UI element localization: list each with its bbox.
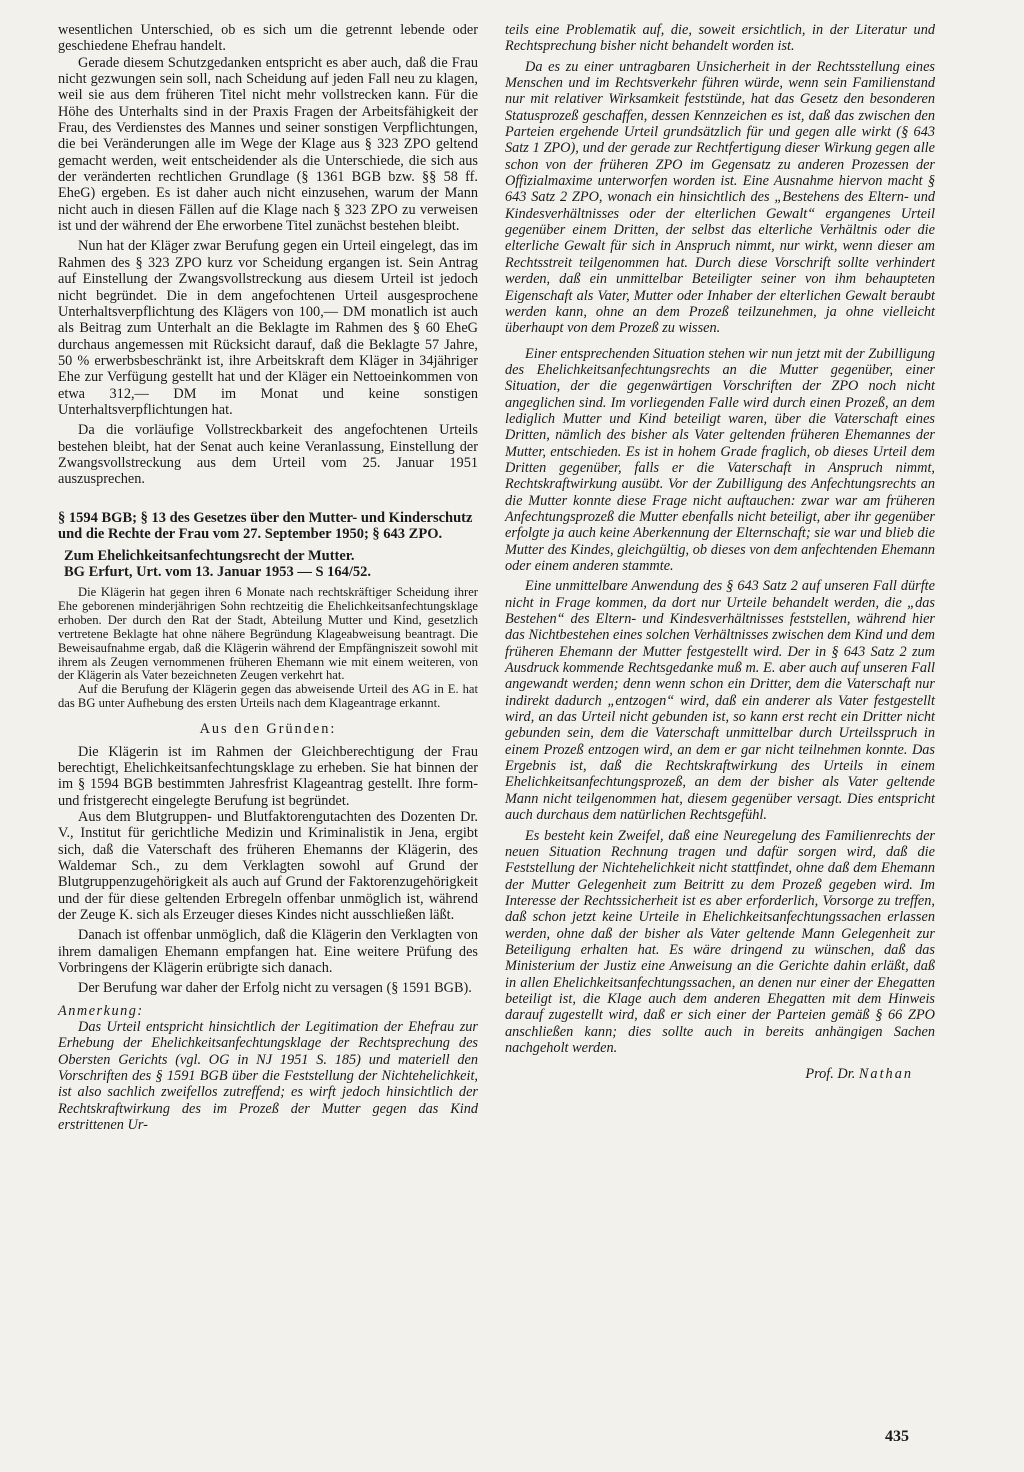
- author-signature: [505, 1066, 935, 1082]
- annotation-paragraph: Da es zu einer untragbaren Unsicherheit in der Rechtsstellung eines Menschen und im Rechtsverkehr führen würde, wenn sein Familienstand nur mit relativer Wirksamkeit feststünde, hat das Gesetz den besonderen Statusprozeß geschaffen, dessen Kennzeichen es ist, daß das zwischen den Parteien ergehende Urteil grundsätzlich für und gegen alle wirkt (§ 643 Satz 1 ZPO), und der gerade zur Rechtfertigung dieser Wirkung gegen alle schon von der früheren ZPO im Gegensatz zu anderen Prozessen der Offizialmaxime unterworfen worden ist. Eine Ausnahme hiervon macht § 643 Satz 2 ZPO, wonach ein hinsichtlich des „Bestehens des Eltern- und Kindesverhältnisses oder der elterlichen Gewalt“ ergangenes Urteil gegenüber einem Dritten, der selbst das elterliche Verhältnis oder die elterliche Gewalt für sich in Anspruch nimmt, nur wirkt, wenn dieser am Rechtsstreit teilgenommen hat. Durch diese Vorschrift sollte verhindert werden, daß ein unmittelbar Beteiligter seiner von ihm behaupteten Eigenschaft als Vater, Mutter oder Inhaber der elterlichen Gewalt beraubt werden kann, ohne an dem Prozeß teilzunehmen, ja ohne vielleicht überhaupt von dem Prozeß zu wissen.: [505, 58, 935, 337]
- case-summary: Auf die Berufung der Klägerin gegen das abweisende Urteil des AG in E. hat das BG unter Aufhebung des ersten Urteils nach dem Klageantrage erkannt.: [58, 682, 478, 711]
- annotation-heading: Anmerkung:: [58, 1002, 144, 1019]
- paragraph: Nun hat der Kläger zwar Berufung gegen ein Urteil eingelegt, das im Rahmen des § 323 ZPO kurz vor Scheidung ergangen ist. Sein Antrag auf Einstellung der Zwangsvollstreckung aus diesem Urteil ist jedoch nicht begründet. Die in dem angefochtenen Urteil ausgesprochene Unterhaltsverpflichtung des Klägers von 100,— DM monatlich ist auch als Beitrag zum Unterhalt an die Beklagte im Rahmen des § 60 EheG durchaus angemessen mit Rücksicht darauf, daß die Beklagte 57 Jahre, 50 % erwerbsbeschränkt ist, ihre Arbeitskraft dem Kläger in 34jähriger Ehe zur Verfügung gestellt hat und der Kläger ein Nettoeinkommen von etwa 312,— DM im Monat und keine sonstigen Unterhaltsverpflichtungen hat.: [58, 238, 478, 418]
- case-citation: BG Erfurt, Urt. vom 13. Januar 1953 — S 164/52.: [64, 564, 372, 581]
- case-heading: § 1594 BGB; § 13 des Gesetzes über den Mutter- und Kinderschutz und die Rechte der Frau vom 27. September 1950; § 643 ZPO.: [58, 509, 473, 543]
- paragraph: Da die vorläufige Vollstreckbarkeit des angefochtenen Urteils bestehen bleibt, hat der Senat auch keine Veranlassung, Einstellung der Zwangsvollstreckung aus dem Urteil vom 25. Januar 1951 auszusprechen.: [58, 422, 478, 488]
- case-subheading: Zum Ehelichkeitsanfechtungsrecht der Mutter.: [64, 547, 355, 564]
- annotation-paragraph: Das Urteil entspricht hinsichtlich der Legitimation der Ehefrau zur Erhebung der Ehelichkeitsanfechtungsklage der Rechtsprechung des Obersten Gerichts (vgl. OG in NJ 1951 S. 185) und materiell den Vorschriften des § 1591 BGB über die Feststellung der Nichtehelichkeit, ist also sachlich zweifellos zutreffend; es wirft jedoch hinsichtlich der Rechtskraftwirkung des im Prozeß der Mutter gegen das Kind erstrittenen Ur-: [58, 1019, 478, 1134]
- left-column: [58, 22, 478, 1133]
- paragraph: Danach ist offenbar unmöglich, daß die Klägerin den Verklagten von ihrem damaligen Ehemann empfangen hat. Eine weitere Prüfung des Vorbringens der Klägerin erübrigte sich danach.: [58, 927, 478, 976]
- annotation-paragraph: Einer entsprechenden Situation stehen wir nun jetzt mit der Zubilligung des Ehelichkeitsanfechtungsrechts an die Mutter gegenüber, einer Situation, der die gegenwärtigen Vorschriften der ZPO noch nicht angeglichen sind. Im vorliegenden Falle wird durch einen Prozeß, an dem lediglich Mutter und Kind beteiligt waren, über die Vaterschaft eines Dritten, nämlich des bisher als Vater geltenden früheren Ehemannes der Mutter, entschieden. Es ist in hohem Grade fraglich, ob dieses Urteil dem Dritten gegenüber, falls er die Vaterschaft in Anspruch nimmt, Rechtskraftwirkung ausübt. Vor der Zubilligung des Anfechtungsrechts an die Mutter konnte diese Frage nicht auftauchen: zwar war am früheren Anfechtungsprozeß die Mutter ebenfalls nicht beteiligt, aber ihr gegenüber erfolgte ja auch keine Aberkennung der Elternschaft; sie war und blieb die Mutter des Kindes, gleichgültig, ob dieses von dem anfechtenden Ehemann oder einem anderen stammte.: [505, 345, 935, 574]
- section-heading: Aus den Gründen:: [199, 721, 337, 738]
- paragraph: Der Berufung war daher der Erfolg nicht zu versagen (§ 1591 BGB).: [78, 980, 472, 997]
- paragraph: Aus dem Blutgruppen- und Blutfaktorengutachten des Dozenten Dr. V., Institut für gerichtliche Medizin und Kriminalistik in Jena, ergibt sich, daß die Vaterschaft des früheren Ehemanns der Klägerin, des Waldemar Sch., zu dem Verklagten sowohl auf Grund der Blutgruppenzugehörigkeit als auch auf Grund der Faktorenzugehörigkeit und der für diese geltenden Erbregeln offenbar unmöglich ist, während der Zeuge K. sich als Erzeuger dieses Kindes nicht ausschließen läßt.: [58, 808, 478, 923]
- paragraph: wesentlichen Unterschied, ob es sich um die getrennt lebende oder geschiedene Ehefrau handelt.: [58, 22, 478, 55]
- case-summary: Die Klägerin hat gegen ihren 6 Monate nach rechtskräftiger Scheidung ihrer Ehe geborenen minderjährigen Sohn rechtzeitig die Ehelichkeitsanfechtungsklage erhoben. Der durch den Rat der Stadt, Abteilung Mutter und Kind, gesetzlich vertretene Beklagte hat ohne nähere Begründung Klageabweisung beantragt. Die Beweisaufnahme ergab, daß die Klägerin während der Empfängniszeit sowohl mit ihrem als Zeugen vernommenen früheren Ehemann wie mit einem weiteren, von der Klägerin als Vater bezeichneten Zeugen verkehrt hat.: [58, 585, 478, 683]
- author-name: Nathan: [858, 1066, 913, 1083]
- paragraph: Die Klägerin ist im Rahmen der Gleichberechtigung der Frau berechtigt, Ehelichkeitsanfechtungsklage zu erheben. Sie hat binnen der im § 1594 BGB bestimmten Jahresfrist Klageantrag gestellt. Ihre form- und fristgerecht eingelegte Berufung ist begründet.: [58, 743, 478, 809]
- annotation-paragraph: teils eine Problematik auf, die, soweit ersichtlich, in der Literatur und Rechtsprechung bisher nicht behandelt worden ist.: [505, 22, 935, 55]
- annotation-paragraph: Eine unmittelbare Anwendung des § 643 Satz 2 auf unseren Fall dürfte nicht in Frage kommen, da dort nur Urteile behandelt werden, die „das Bestehen“ des Eltern- und Kindesverhältnisses feststellen, während hier das Nichtbestehen eines solchen Verhältnisses zwischen dem Kind und dem früheren Ehemann der Mutter festgestellt wird. Der in § 643 Satz 2 zum Ausdruck kommende Rechtsgedanke muß m. E. aber auch auf unseren Fall angewandt werden; denn wenn schon ein Dritter, dem die Vaterschaft nur indirekt dadurch „entzogen“ wird, daß ein anderer als Vater festgestellt wird, an das Urteil nicht gebunden ist, so kann erst recht ein Dritter nicht gebunden sein, dem die Vaterschaft unmittelbar durch Urteilsspruch in einem Prozeß entzogen wird, an dem er gar nicht teilnehmen konnte. Das Ergebnis ist, daß die Rechtskraftwirkung des Urteils in einem Ehelichkeitsanfechtungsprozeß, an dem der bisher als Vater geltende Mann nicht teilgenommen hat, diesem gegenüber versagt. Dies entspricht auch durchaus dem natürlichen Rechtsgefühl.: [505, 578, 935, 824]
- right-column: [505, 22, 935, 1083]
- page-number: 435: [885, 1428, 909, 1445]
- author-title: Prof. Dr.: [805, 1066, 856, 1083]
- paragraph: Gerade diesem Schutzgedanken entspricht es aber auch, daß die Frau nicht gezwungen sein soll, nach Scheidung auf jeden Fall neu zu klagen, weil sie aus dem früheren Titel nicht mehr vollstrecken kann. Für die Höhe des Unterhalts sind in der Praxis Fragen der Arbeitsfähigkeit der Frau, des Verdienstes des Mannes und seiner sonstigen Verpflichtungen, die bei Veränderungen alle im Wege der Klage aus § 323 ZPO geltend gemacht werden, weit entscheidender als die Unterschiede, die sich aus der veränderten rechtlichen Grundlage (§ 1361 BGB bzw. §§ 58 ff. EheG) ergeben. Es ist daher auch nicht einzusehen, warum der Mann nicht auch in diesen Fällen auf die Klage nach § 323 ZPO zu verweisen ist und der während der Ehe erworbene Titel zunächst bestehen bleibt.: [58, 54, 478, 235]
- annotation-paragraph: Es besteht kein Zweifel, daß eine Neuregelung des Familienrechts der neuen Situation Rechnung tragen und dafür sorgen wird, daß die Feststellung der Nichtehelichkeit nicht stattfindet, ohne daß dem Ehemann der Mutter Gelegenheit zum Beitritt zu dem Prozeß gegeben wird. Im Interesse der Rechtssicherheit ist es aber erforderlich, Vorsorge zu treffen, daß schon jetzt keine Urteile in Ehelichkeitsanfechtungssachen erlassen werden, ohne daß der bisher als Vater geltende Mann Gelegenheit zur Beteiligung erhalten hat. Es wäre dringend zu wünschen, daß das Ministerium der Justiz eine Anweisung an die Gerichte dahin erläßt, daß in allen Ehelichkeitsanfechtungssachen, an denen nur einer der Ehegatten beteiligt ist, die Klage auch dem anderen Ehegatten mit dem Hinweis darauf zugestellt wird, daß er sich einer der Parteien gemäß § 66 ZPO anschließen kann; dies sollte auch in bereits anhängigen Sachen nachgeholt werden.: [505, 827, 935, 1056]
